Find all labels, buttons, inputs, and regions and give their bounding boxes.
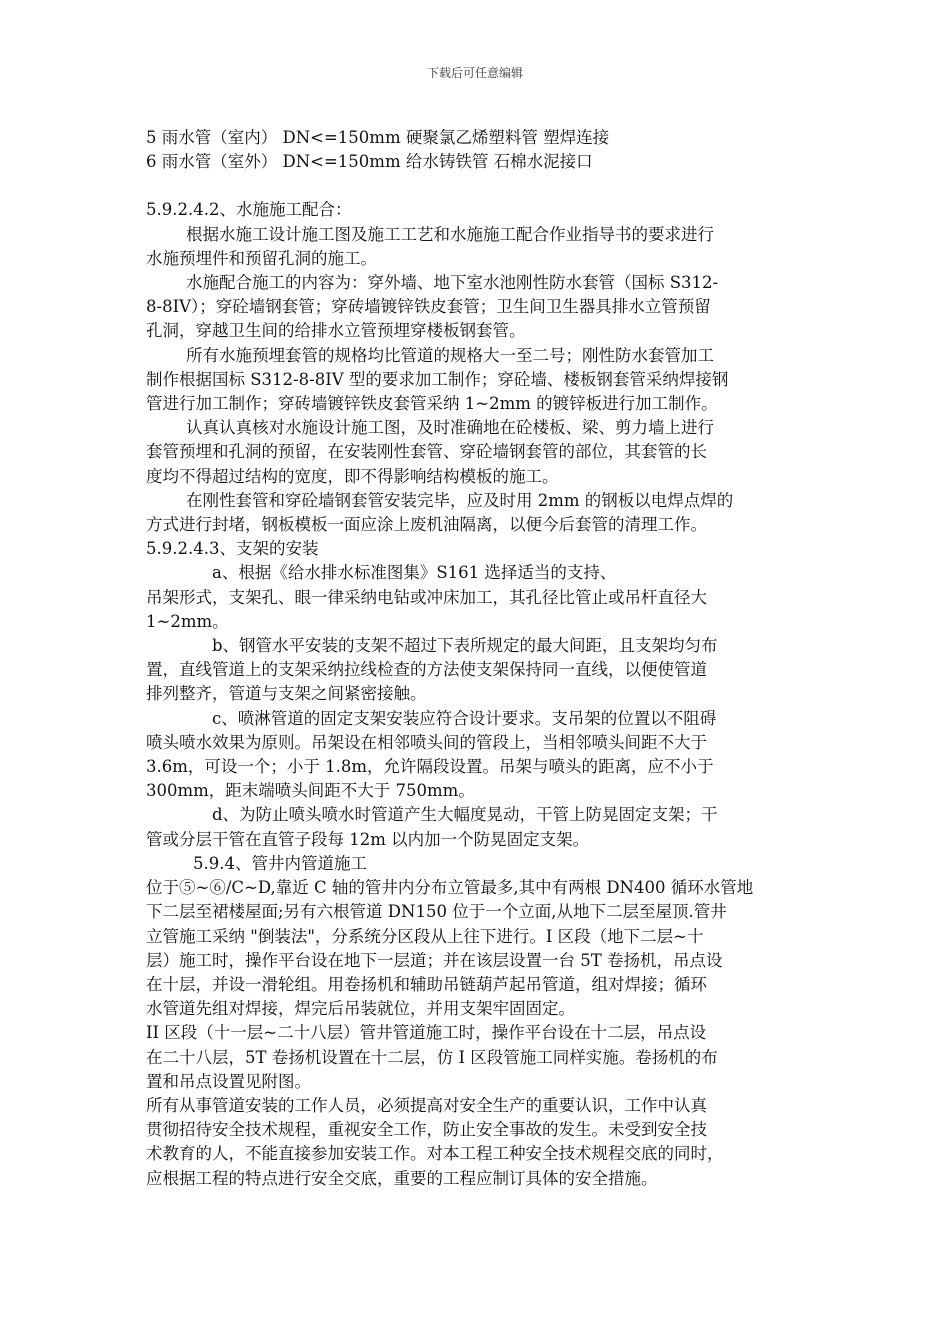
text-line: 300mm，距末端喷头间距不大于 750mm。 [146,781,475,801]
text-line: a、根据《给水排水标准图集》S161 选择适当的支持、 [212,563,617,583]
paragraph-gap [146,174,814,198]
text-line: b、钢管水平安装的支架不超过下表所规定的最大间距，且支架均匀布 [212,636,718,656]
text-line: 认真认真核对水施设计施工图，及时准确地在砼楼板、梁、剪力墙上进行 [186,418,714,438]
text-line: 套管预埋和孔洞的预留，在安装刚性套管、穿砼墙钢套管的部位，其套管的长 [146,442,707,462]
text-line: 层）施工时，操作平台设在地下一层道；并在该层设置一台 5T 卷扬机，吊点设 [146,950,723,970]
text-line: d、为防止喷头喷水时管道产生大幅度晃动，干管上防晃固定支架；干 [212,805,718,825]
text-line: 所有从事管道安装的工作人员，必须提高对安全生产的重要认识，工作中认真 [146,1095,707,1115]
text-line: c、喷淋管道的固定支架安装应符合设计要求。支吊架的位置以不阻碍 [212,708,717,728]
text-line: 水管道先组对焊接，焊完后吊装就位，并用支架牢固固定。 [146,999,575,1019]
text-line: 6 雨水管（室外） DN<=150mm 给水铸铁管 石棉水泥接口 [146,152,593,172]
text-line: 置和吊点设置见附图。 [146,1071,311,1091]
text-line: 应根据工程的特点进行安全交底，重要的工程应制订具体的安全措施。 [146,1168,658,1188]
text-line: 3.6m，可设一个；小于 1.8m，允许隔段设置。吊架与喷头的距离，应不小于 [146,757,714,777]
document-body [146,126,814,1191]
text-line: 在十层，并设一滑轮组。用卷扬机和辅助吊链葫芦起吊管道，组对焊接；循环 [146,974,707,994]
text-line: 在刚性套管和穿砼墙钢套管安装完毕，应及时用 2mm 的钢板以电焊点焊的 [186,490,734,510]
text-line: 立管施工采纳 "倒装法"，分系统分区段从上往下进行。I 区段（地下二层~十 [146,926,704,946]
text-line: 水施预埋件和预留孔洞的施工。 [146,248,377,268]
section-heading: 5.9.2.4.3、支架的安装 [146,539,319,559]
text-line: 下二层至裙楼屋面;另有六根管道 DN150 位于一个立面,从地下二层至屋顶.管井 [146,902,727,922]
page-header: 下载后可任意编辑 [426,66,523,80]
text-line: 孔洞，穿越卫生间的给排水立管预埋穿楼板钢套管。 [146,321,526,341]
text-line: 贯彻招待安全技术规程，重视安全工作，防止安全事故的发生。未受到安全技 [146,1120,707,1140]
text-line: 所有水施预埋套管的规格均比管道的规格大一至二号；刚性防水套管加工 [186,345,714,365]
text-line: 位于⑤~⑥/C~D,靠近 C 轴的管井内分布立管最多,其中有两根 DN400 循环水管地 [146,878,754,898]
text-line: 8-8IV）；穿砼墙钢套管；穿砖墙镀锌铁皮套管；卫生间卫生器具排水立管预留 [146,297,711,317]
text-line: 根据水施工设计施工图及施工工艺和水施施工配合作业指导书的要求进行 [186,224,714,244]
section-heading: 5.9.4、管井内管道施工 [193,853,367,873]
text-line: 喷头喷水效果为原则。吊架设在相邻喷头间的管段上，当相邻喷头间距不大于 [146,732,707,752]
text-line: 方式进行封堵，钢板模板一面应涂上废机油隔离，以便今后套管的清理工作。 [146,515,707,535]
section-heading: 5.9.2.4.2、水施施工配合： [146,200,352,220]
text-line: 水施配合施工的内容为：穿外墙、地下室水池刚性防水套管（国标 S312- [186,273,719,293]
text-line: 吊架形式，支架孔、眼一律采纳电钻或冲床加工，其孔径比管止或吊杆直径大 [146,587,707,607]
text-line: 度均不得超过结构的宽度，即不得影响结构模板的施工。 [146,466,559,486]
text-line: 术教育的人，不能直接参加安装工作。对本工程工种安全技术规程交底的同时， [146,1144,724,1164]
text-line: II 区段（十一层~二十八层）管井管道施工时，操作平台设在十二层，吊点设 [146,1023,707,1043]
text-line: 置，直线管道上的支架采纳拉线检查的方法使支架保持同一直线，以便使管道 [146,660,707,680]
text-line: 在二十八层，5T 卷扬机设置在十二层，仿 I 区段管施工同样实施。卷扬机的布 [146,1047,718,1067]
text-line: 5 雨水管（室内） DN<=150mm 硬聚氯乙烯塑料管 塑焊连接 [146,128,610,147]
text-line: 1~2mm。 [146,611,229,631]
text-line: 排列整齐，管道与支架之间紧密接触。 [146,684,427,704]
text-line: 管或分层干管在直管子段每 12m 以内加一个防晃固定支架。 [146,829,590,849]
text-line: 管进行加工制作；穿砖墙镀锌铁皮套管采纳 1~2mm 的镀锌板进行加工制作。 [146,394,718,414]
text-line: 制作根据国标 S312-8-8IV 型的要求加工制作；穿砼墙、楼板钢套管采纳焊接钢 [146,369,729,389]
